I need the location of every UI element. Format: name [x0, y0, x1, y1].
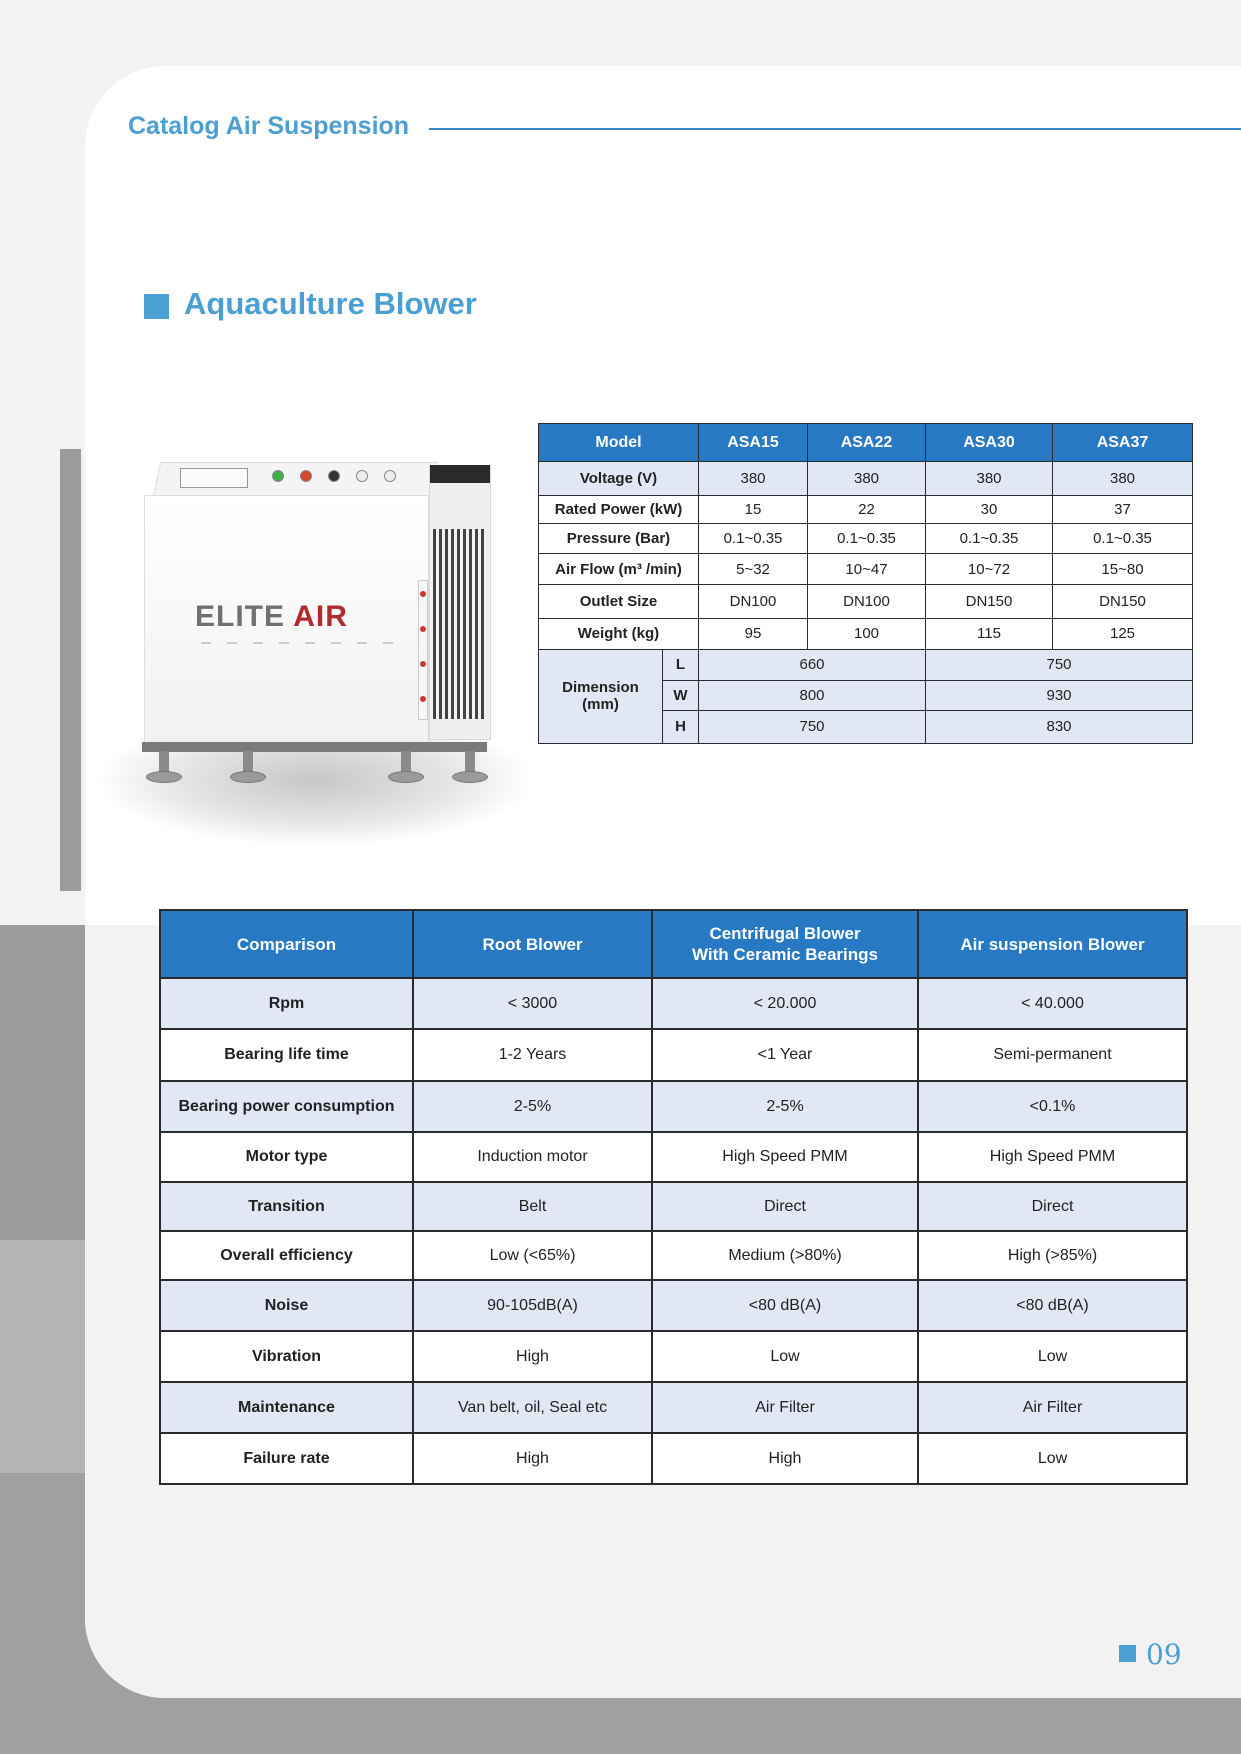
green-button-icon [272, 470, 284, 482]
product-foot [388, 751, 424, 785]
spec-row [539, 524, 1193, 554]
brand-tagline-line [201, 642, 401, 644]
comparison-cell: Direct [652, 1182, 918, 1231]
comparison-cell: Belt [413, 1182, 652, 1231]
spec-cell: 380 [926, 462, 1053, 496]
spec-cell: 660 [699, 649, 926, 680]
spec-row [539, 496, 1193, 524]
spec-header-cell: ASA30 [926, 424, 1053, 462]
comparison-row-label: Overall efficiency [160, 1231, 413, 1280]
comparison-cell: < 20.000 [652, 978, 918, 1029]
comparison-cell: Semi-permanent [918, 1029, 1187, 1081]
product-foot [230, 751, 266, 785]
spec-header-cell: ASA22 [808, 424, 926, 462]
comparison-table [159, 909, 1188, 1485]
comparison-cell: Low [918, 1433, 1187, 1484]
comparison-cell: High Speed PMM [918, 1132, 1187, 1182]
spec-cell: 800 [699, 680, 926, 710]
spec-cell: 750 [926, 649, 1193, 680]
comparison-cell: <80 dB(A) [652, 1280, 918, 1331]
spec-cell: 10~72 [926, 554, 1053, 585]
spec-cell: DN150 [926, 585, 1053, 618]
comparison-cell: <80 dB(A) [918, 1280, 1187, 1331]
comparison-cell: High [413, 1331, 652, 1382]
product-label-plate [180, 468, 248, 488]
dimension-label-line: (mm) [582, 696, 619, 714]
comparison-cell: 90-105dB(A) [413, 1280, 652, 1331]
spec-row [539, 585, 1193, 618]
spec-row [539, 462, 1193, 496]
comparison-row-label: Motor type [160, 1132, 413, 1182]
page-square-icon [1119, 1645, 1136, 1662]
comparison-row [160, 978, 1187, 1029]
spec-row-label: Pressure (Bar) [539, 524, 699, 554]
comparison-cell: Air Filter [918, 1382, 1187, 1433]
spec-cell: 380 [1053, 462, 1193, 496]
comparison-row-label: Vibration [160, 1331, 413, 1382]
spec-row-label: Air Flow (m³ /min) [539, 554, 699, 585]
spec-header-cell: ASA37 [1053, 424, 1193, 462]
comparison-row-label: Maintenance [160, 1382, 413, 1433]
comparison-cell: <0.1% [918, 1081, 1187, 1132]
spec-header-row [539, 424, 1193, 462]
comparison-row-label: Noise [160, 1280, 413, 1331]
comparison-cell: High [652, 1433, 918, 1484]
spec-cell: 380 [699, 462, 808, 496]
comparison-header-cell: Root Blower [413, 910, 652, 978]
indicator-light-icon [356, 470, 368, 482]
spec-cell: 10~47 [808, 554, 926, 585]
brand-logo-accent: AIR [293, 600, 348, 633]
comparison-cell: < 40.000 [918, 978, 1187, 1029]
product-vent-grille [430, 529, 486, 719]
product-base [142, 742, 487, 752]
comparison-row-label: Failure rate [160, 1433, 413, 1484]
dimension-axis: W [663, 680, 699, 710]
comparison-header-cell: Comparison [160, 910, 413, 978]
comparison-cell: High (>85%) [918, 1231, 1187, 1280]
spec-cell: 15 [699, 496, 808, 524]
comparison-row [160, 1231, 1187, 1280]
knob-icon [328, 470, 340, 482]
product-warning-strip [418, 580, 428, 720]
spec-cell: 0.1~0.35 [1053, 524, 1193, 554]
spec-cell: 380 [808, 462, 926, 496]
comparison-cell: 2-5% [652, 1081, 918, 1132]
comparison-header-row [160, 910, 1187, 978]
spec-cell: 5~32 [699, 554, 808, 585]
comparison-row [160, 1331, 1187, 1382]
spec-cell: 0.1~0.35 [926, 524, 1053, 554]
spec-table [538, 423, 1193, 744]
spec-cell: 15~80 [1053, 554, 1193, 585]
section-square-icon [144, 294, 169, 319]
spec-cell: 22 [808, 496, 926, 524]
comparison-row-label: Bearing power consumption [160, 1081, 413, 1132]
dimension-axis: H [663, 710, 699, 743]
comparison-cell: < 3000 [413, 978, 652, 1029]
comparison-row [160, 1081, 1187, 1132]
product-side-top-trim [430, 465, 490, 483]
catalog-title: Catalog Air Suspension [128, 112, 410, 140]
comparison-cell: High Speed PMM [652, 1132, 918, 1182]
comparison-row-label: Transition [160, 1182, 413, 1231]
spec-cell: 125 [1053, 618, 1193, 649]
comparison-cell: Low (<65%) [413, 1231, 652, 1280]
comparison-cell: Induction motor [413, 1132, 652, 1182]
side-accent-bar [60, 449, 81, 891]
comparison-cell: 2-5% [413, 1081, 652, 1132]
comparison-row [160, 1029, 1187, 1081]
spec-row [539, 554, 1193, 585]
comparison-cell: Low [652, 1331, 918, 1382]
comparison-row [160, 1382, 1187, 1433]
spec-cell: 100 [808, 618, 926, 649]
indicator-light-icon [384, 470, 396, 482]
spec-row-label: Outlet Size [539, 585, 699, 618]
comparison-cell: Medium (>80%) [652, 1231, 918, 1280]
spec-cell: 30 [926, 496, 1053, 524]
spec-cell: 95 [699, 618, 808, 649]
brand-logo-text: ELITE [195, 600, 294, 633]
comparison-header-cell: Air suspension Blower [918, 910, 1187, 978]
spec-header-cell: ASA15 [699, 424, 808, 462]
header-rule [429, 128, 1241, 130]
brand-logo [195, 600, 348, 634]
spec-cell: 930 [926, 680, 1193, 710]
comparison-cell: 1-2 Years [413, 1029, 652, 1081]
spec-cell: DN100 [699, 585, 808, 618]
spec-cell: 0.1~0.35 [808, 524, 926, 554]
spec-cell: DN150 [1053, 585, 1193, 618]
comparison-row-label: Rpm [160, 978, 413, 1029]
spec-row [539, 618, 1193, 649]
spec-dimension-row [539, 649, 1193, 680]
dimension-label-line: Dimension [562, 679, 639, 697]
comparison-cell: Low [918, 1331, 1187, 1382]
product-front-panel [144, 495, 429, 745]
product-foot [146, 751, 182, 785]
comparison-cell: Direct [918, 1182, 1187, 1231]
dimension-axis: L [663, 649, 699, 680]
page-number: 09 [1146, 1638, 1182, 1671]
comparison-row [160, 1280, 1187, 1331]
spec-cell: 0.1~0.35 [699, 524, 808, 554]
comparison-cell: High [413, 1433, 652, 1484]
comparison-row [160, 1433, 1187, 1484]
spec-row-label: Rated Power (kW) [539, 496, 699, 524]
comparison-header-line: With Ceramic Bearings [692, 945, 878, 964]
product-foot [452, 751, 488, 785]
comparison-cell: Air Filter [652, 1382, 918, 1433]
comparison-row-label: Bearing life time [160, 1029, 413, 1081]
spec-cell: 115 [926, 618, 1053, 649]
comparison-header-line: Centrifugal Blower [709, 924, 861, 943]
comparison-row [160, 1182, 1187, 1231]
comparison-header-cell [652, 910, 918, 978]
red-button-icon [300, 470, 312, 482]
spec-row-label: Voltage (V) [539, 462, 699, 496]
spec-cell: 37 [1053, 496, 1193, 524]
comparison-cell: <1 Year [652, 1029, 918, 1081]
spec-row-label: Weight (kg) [539, 618, 699, 649]
product-image [100, 455, 540, 855]
spec-header-model: Model [539, 424, 699, 462]
comparison-row [160, 1132, 1187, 1182]
spec-cell: 830 [926, 710, 1193, 743]
spec-cell: DN100 [808, 585, 926, 618]
section-title: Aquaculture Blower [184, 286, 477, 321]
spec-dimension-label [539, 649, 663, 743]
spec-cell: 750 [699, 710, 926, 743]
comparison-cell: Van belt, oil, Seal etc [413, 1382, 652, 1433]
